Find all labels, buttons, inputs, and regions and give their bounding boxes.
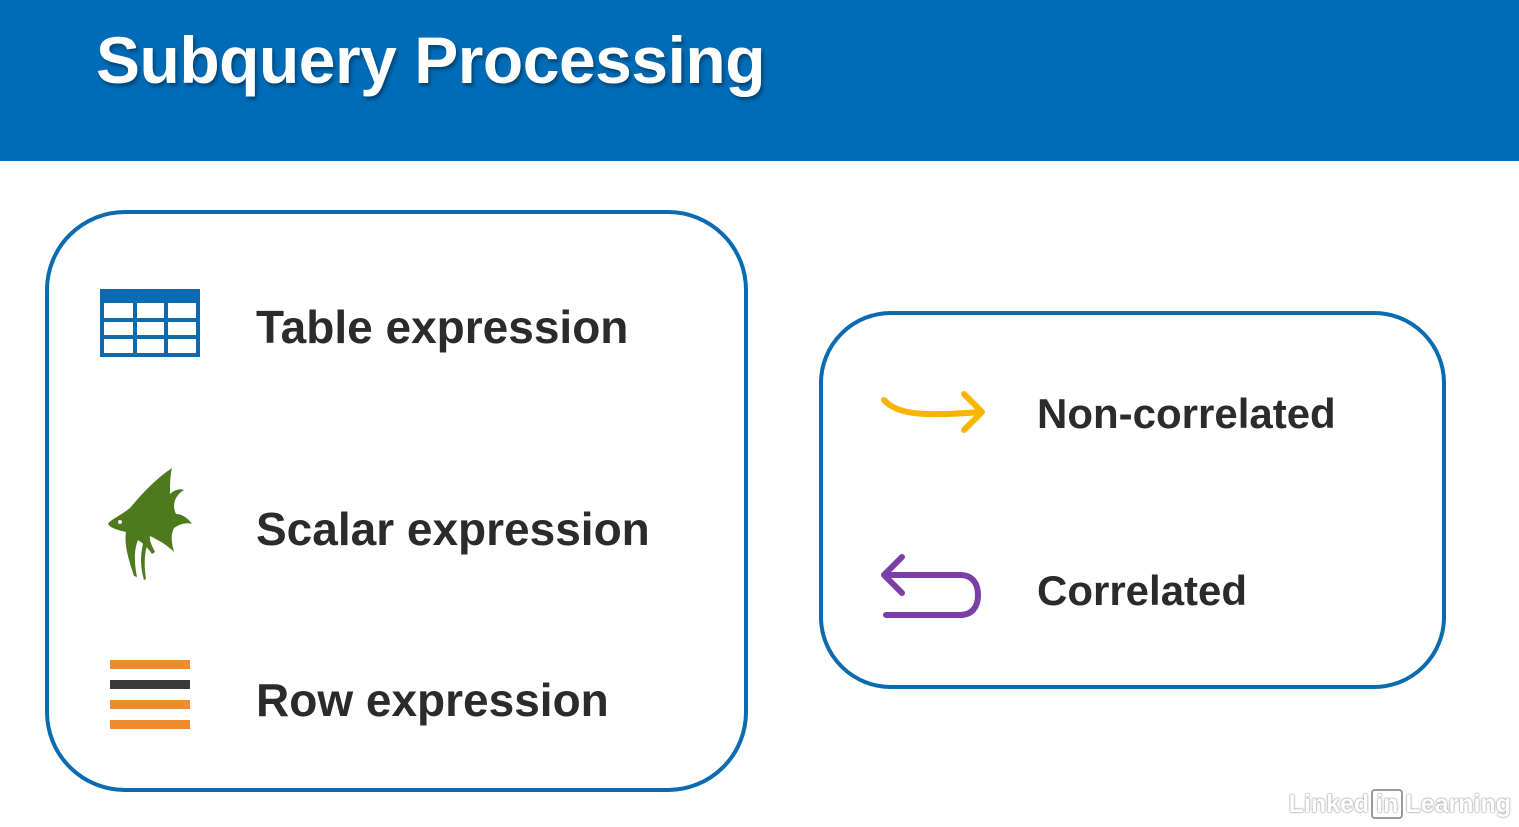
forward-arrow-icon [880,388,990,436]
watermark-brand-right: Learning [1405,789,1511,818]
table-grid-icon [100,289,200,357]
row-expression-label: Row expression [256,674,609,726]
return-arrow-icon [878,553,984,623]
table-expression-label: Table expression [256,301,629,353]
slide-title: Subquery Processing [96,23,766,97]
watermark-brand-left: Linked [1288,789,1370,818]
scalar-expression-label: Scalar expression [256,503,650,555]
title-banner [0,0,1519,161]
correlated-label: Correlated [1037,567,1248,614]
row-lines-icon [110,660,190,730]
watermark-in-badge: in [1371,789,1403,819]
angelfish-icon [104,466,194,582]
non-correlated-label: Non-correlated [1037,390,1336,437]
correlation-types-panel [819,311,1446,689]
linkedin-learning-watermark [1289,789,1511,819]
